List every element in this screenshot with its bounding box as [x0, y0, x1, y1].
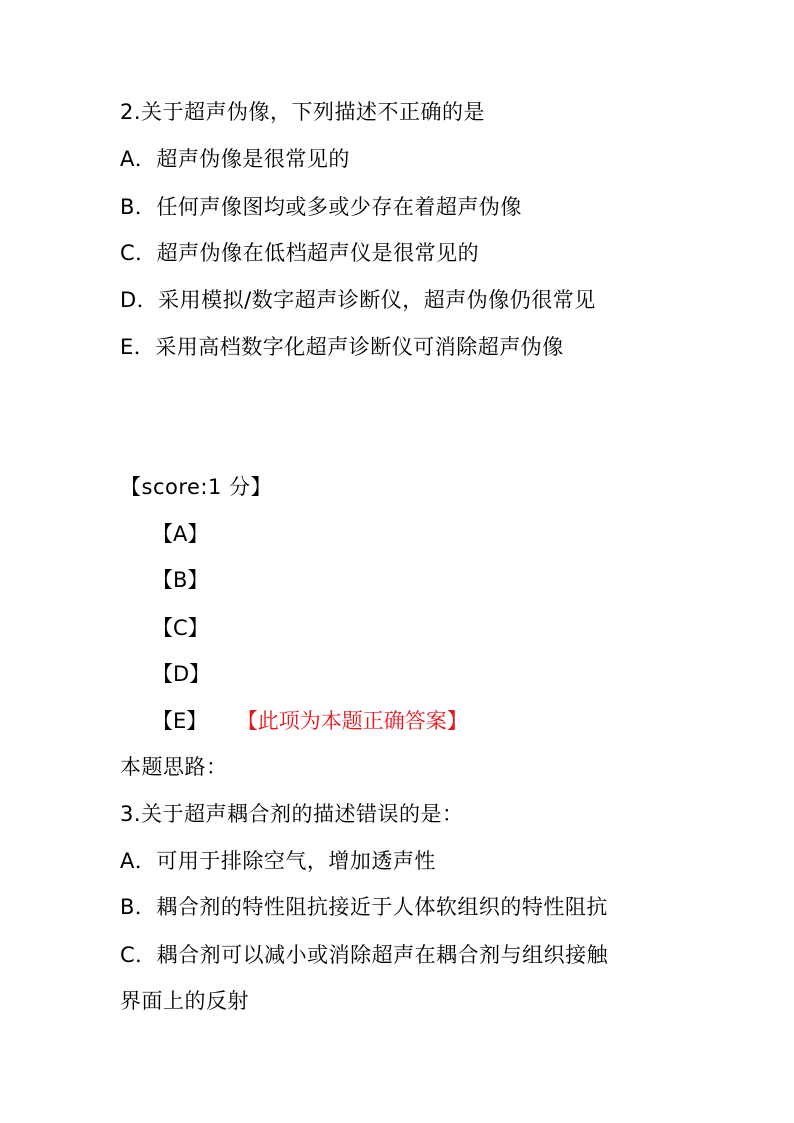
question-2-option-e: E．采用高档数字化超声诊断仪可消除超声伪像	[120, 335, 564, 359]
answer-mark-c: 【C】	[152, 616, 209, 640]
question-3-option-a: A．可用于排除空气，增加透声性	[120, 849, 436, 873]
correct-answer-note: 【此项为本题正确答案】	[247, 709, 468, 733]
answer-mark-d: 【D】	[152, 662, 211, 686]
question-3-option-c: C．耦合剂可以减小或消除超声在耦合剂与组织接触	[120, 943, 609, 967]
question-2-option-a: A．超声伪像是很常见的	[120, 147, 350, 171]
score-label: 【score:1 分】	[120, 475, 273, 499]
analysis-label: 本题思路：	[120, 755, 228, 779]
answer-mark-b: 【B】	[152, 568, 209, 592]
answer-mark-a: 【A】	[152, 522, 209, 546]
question-2-option-d: D．采用模拟/数字超声诊断仪，超声伪像仍很常见	[120, 288, 596, 312]
answer-mark-e: 【E】	[152, 709, 208, 733]
question-3-option-b: B．耦合剂的特性阻抗接近于人体软组织的特性阻抗	[120, 895, 608, 919]
question-2-option-c: C．超声伪像在低档超声仪是很常见的	[120, 241, 480, 265]
question-3-option-c-continued: 界面上的反射	[120, 989, 249, 1013]
question-2-stem: 2.关于超声伪像，下列描述不正确的是	[120, 100, 486, 124]
answer-row-e	[152, 707, 468, 735]
question-2-option-b: B．任何声像图均或多或少存在着超声伪像	[120, 195, 522, 219]
question-3-stem: 3.关于超声耦合剂的描述错误的是：	[120, 802, 464, 826]
